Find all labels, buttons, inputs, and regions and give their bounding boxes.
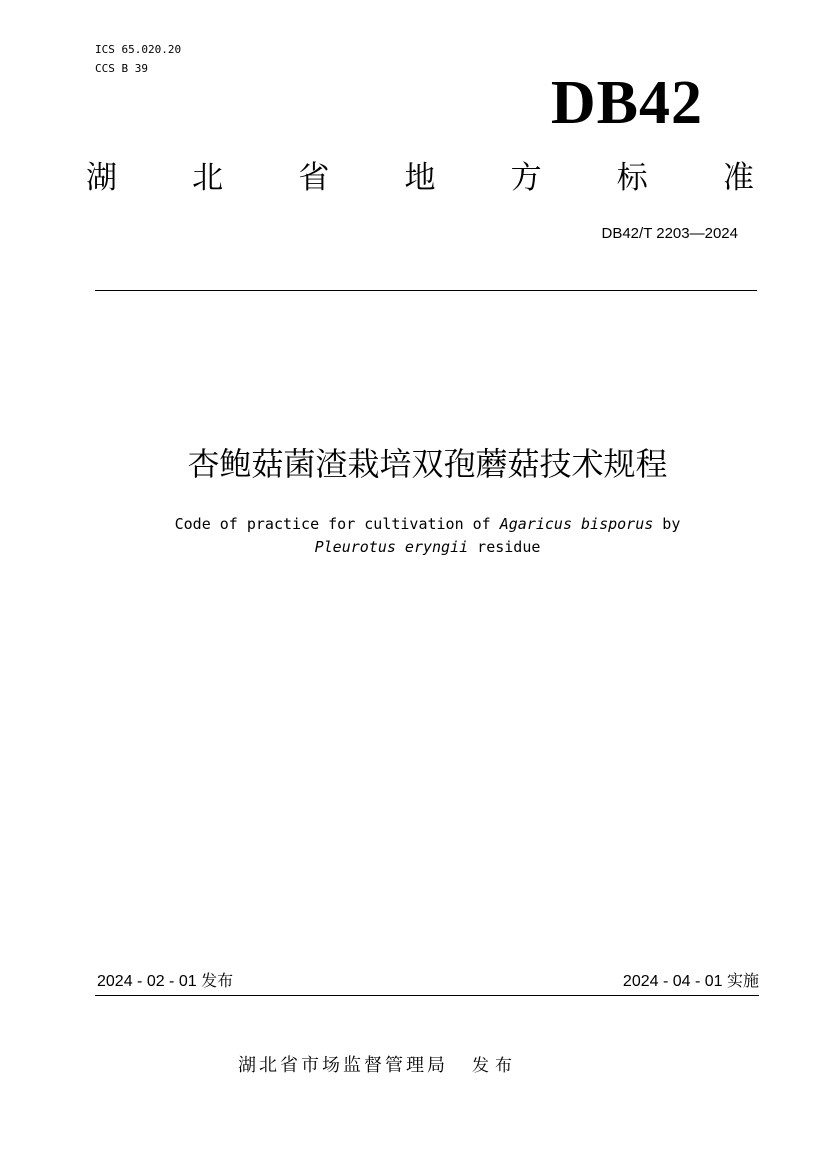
issuer-action: 发布 xyxy=(472,1056,518,1076)
release-date: 2024 - 02 - 01 发布 xyxy=(97,973,234,990)
implementation-date: 2024 - 04 - 01 实施 xyxy=(622,973,759,990)
chinese-title: 杏鲍菇菌渣栽培双孢蘑菇技术规程 xyxy=(187,445,668,483)
english-title-text: Code of practice for cultivation of xyxy=(174,515,500,533)
ccs-code: CCS B 39 xyxy=(95,62,148,75)
english-title xyxy=(100,513,755,559)
ics-code: ICS 65.020.20 xyxy=(95,43,182,56)
issuer xyxy=(238,1053,518,1079)
issuer-name: 湖北省市场监督管理局 xyxy=(238,1055,448,1076)
footer-divider xyxy=(95,995,759,996)
standard-type-char: 湖 xyxy=(86,160,117,196)
english-title-species: Pleurotus eryngii xyxy=(314,538,469,556)
standard-type-char: 北 xyxy=(192,160,224,196)
standard-type-char: 地 xyxy=(404,160,436,196)
standard-number: DB42/T 2203—2024 xyxy=(601,225,738,242)
standard-type-char: 方 xyxy=(510,160,542,196)
english-title-species: Agaricus bisporus xyxy=(499,515,654,533)
english-title-text: residue xyxy=(468,538,541,556)
standard-type-char: 准 xyxy=(722,160,754,196)
standard-type-char: 省 xyxy=(298,160,330,196)
header-divider xyxy=(95,290,757,291)
standard-type-char: 标 xyxy=(616,160,648,196)
standard-type-title xyxy=(86,158,754,198)
classification-codes xyxy=(95,40,181,78)
standard-logo: DB42 xyxy=(550,69,703,137)
english-title-text: by xyxy=(653,515,681,533)
